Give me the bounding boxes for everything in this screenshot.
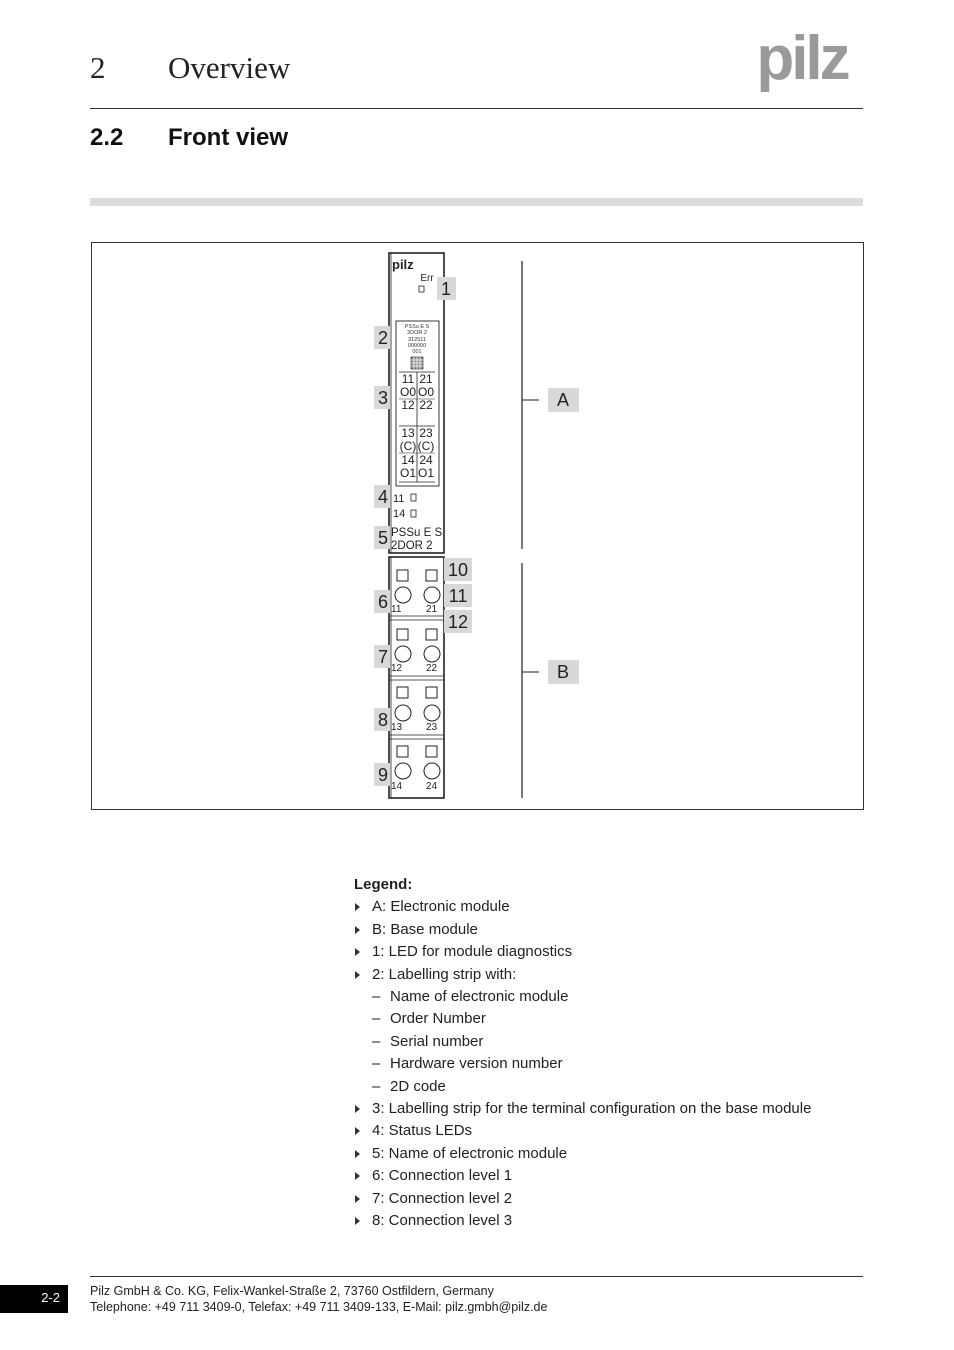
- strip-line: PSSu E S: [404, 324, 430, 330]
- bracket-label: B: [556, 662, 570, 682]
- legend-item: B: Base module: [354, 919, 864, 941]
- terminal-label: (C): [417, 439, 435, 453]
- legend-item: 7: Connection level 2: [354, 1188, 864, 1210]
- chapter-number: 2: [90, 50, 106, 85]
- legend-subitem: – 2D code: [372, 1077, 446, 1095]
- terminal-label: 23: [419, 426, 433, 440]
- pilz-logo: [740, 30, 865, 96]
- legend-subitem: – Order Number: [372, 1010, 486, 1028]
- footer-line-company: Pilz GmbH & Co. KG, Felix-Wankel-Straße 2, 73760 Ostfildern, Germany: [90, 1284, 494, 1298]
- legend-item: 8: Connection level 3: [354, 1210, 864, 1232]
- err-label: Err: [420, 273, 434, 284]
- spring-terminal: [395, 646, 411, 662]
- release-slot: [426, 687, 437, 698]
- triangle-bullet-icon: [355, 948, 360, 956]
- triangle-bullet-icon: [355, 1217, 360, 1225]
- legend-item: 4: Status LEDs: [354, 1120, 864, 1142]
- callout-label: 10: [447, 560, 469, 580]
- terminal-label: O1: [417, 466, 435, 480]
- footer-address: [90, 1283, 547, 1315]
- page-number: 2-2: [0, 1285, 68, 1313]
- legend-subitem: – Name of electronic module: [372, 988, 569, 1006]
- chapter-title: Overview: [168, 50, 291, 85]
- spring-terminal: [424, 705, 440, 721]
- status-led-label: 14: [393, 508, 406, 520]
- status-led: [411, 494, 416, 501]
- triangle-bullet-icon: [355, 1195, 360, 1203]
- terminal-number: 22: [426, 663, 438, 674]
- front-view-figure: [91, 242, 864, 810]
- release-slot: [397, 570, 408, 581]
- legend: [354, 874, 864, 1233]
- spring-terminal: [424, 646, 440, 662]
- release-slot: [426, 746, 437, 757]
- spring-terminal: [395, 705, 411, 721]
- triangle-bullet-icon: [355, 926, 360, 934]
- spring-terminal: [424, 763, 440, 779]
- status-led: [411, 510, 416, 517]
- strip-line: 001: [412, 349, 422, 355]
- callout-label: 6: [377, 592, 389, 612]
- spring-terminal: [395, 763, 411, 779]
- triangle-bullet-icon: [355, 903, 360, 911]
- terminal-number: 14: [391, 781, 403, 792]
- terminal-number: 13: [391, 722, 403, 733]
- release-slot: [397, 687, 408, 698]
- terminal-number: 11: [391, 604, 402, 615]
- release-slot: [397, 746, 408, 757]
- spring-terminal: [424, 587, 440, 603]
- legend-subitem: – Serial number: [372, 1032, 484, 1050]
- terminal-label: 24: [419, 453, 433, 467]
- callout-label: 2: [377, 328, 389, 348]
- terminal-number: 24: [426, 781, 438, 792]
- triangle-bullet-icon: [355, 971, 360, 979]
- release-slot: [426, 629, 437, 640]
- terminal-label: 12: [401, 398, 415, 412]
- callout-label: 12: [447, 612, 469, 632]
- callout-label: 7: [377, 647, 389, 667]
- module-name-line: PSSu E S: [391, 527, 443, 539]
- callout-label: 1: [440, 279, 452, 299]
- legend-item: 1: LED for module diagnostics: [354, 941, 864, 963]
- triangle-bullet-icon: [355, 1172, 360, 1180]
- callout-label: 4: [377, 487, 389, 507]
- terminal-number: 23: [426, 722, 438, 733]
- module-name-line: 2DOR 2: [391, 540, 433, 552]
- triangle-bullet-icon: [355, 1127, 360, 1135]
- legend-item: A: Electronic module: [354, 896, 864, 918]
- callout-label: 9: [377, 765, 389, 785]
- legend-title: Legend:: [354, 876, 413, 893]
- legend-subitem: – Hardware version number: [372, 1055, 563, 1073]
- module-brand: pilz: [392, 257, 414, 272]
- strip-line: 000000: [407, 343, 427, 349]
- diagnostic-led: [419, 286, 424, 292]
- terminal-label: 14: [401, 453, 415, 467]
- legend-item: 2: Labelling strip with:: [354, 964, 864, 986]
- callout-label: 3: [377, 388, 389, 408]
- callout-label: 8: [377, 710, 389, 730]
- legend-item: 5: Name of electronic module: [354, 1143, 864, 1165]
- terminal-label: 22: [419, 398, 433, 412]
- legend-item: 3: Labelling strip for the terminal configuration on the base module: [354, 1098, 864, 1120]
- release-slot: [426, 570, 437, 581]
- footer-line-contact: Telephone: +49 711 3409-0, Telefax: +49 711 3409-133, E-Mail: pilz.gmbh@pilz.de: [90, 1300, 548, 1314]
- section-title: Front view: [168, 124, 289, 151]
- terminal-number: 21: [426, 604, 438, 615]
- logo-text: pilz: [756, 30, 848, 93]
- strip-line: 312511: [408, 337, 426, 343]
- callout-label: 5: [377, 528, 389, 548]
- terminal-number: 12: [391, 663, 403, 674]
- release-slot: [397, 629, 408, 640]
- callout-label: 11: [448, 586, 468, 606]
- status-led-label: 11: [393, 493, 405, 505]
- bracket-label: A: [556, 390, 570, 410]
- triangle-bullet-icon: [355, 1105, 360, 1113]
- spring-terminal: [395, 587, 411, 603]
- terminal-label: O0: [399, 385, 417, 399]
- terminal-label: 13: [401, 426, 415, 440]
- terminal-label: 11: [401, 372, 415, 386]
- triangle-bullet-icon: [355, 1150, 360, 1158]
- section-divider: [90, 198, 863, 206]
- footer-rule: [90, 1276, 863, 1277]
- section-number: 2.2: [90, 124, 124, 151]
- legend-item: 6: Connection level 1: [354, 1165, 864, 1187]
- terminal-label: (C): [399, 439, 417, 453]
- terminal-label: O0: [417, 385, 435, 399]
- terminal-label: 21: [419, 372, 433, 386]
- header-rule: [90, 108, 863, 109]
- strip-line: 2DOR 2: [407, 330, 427, 336]
- terminal-label: O1: [399, 466, 417, 480]
